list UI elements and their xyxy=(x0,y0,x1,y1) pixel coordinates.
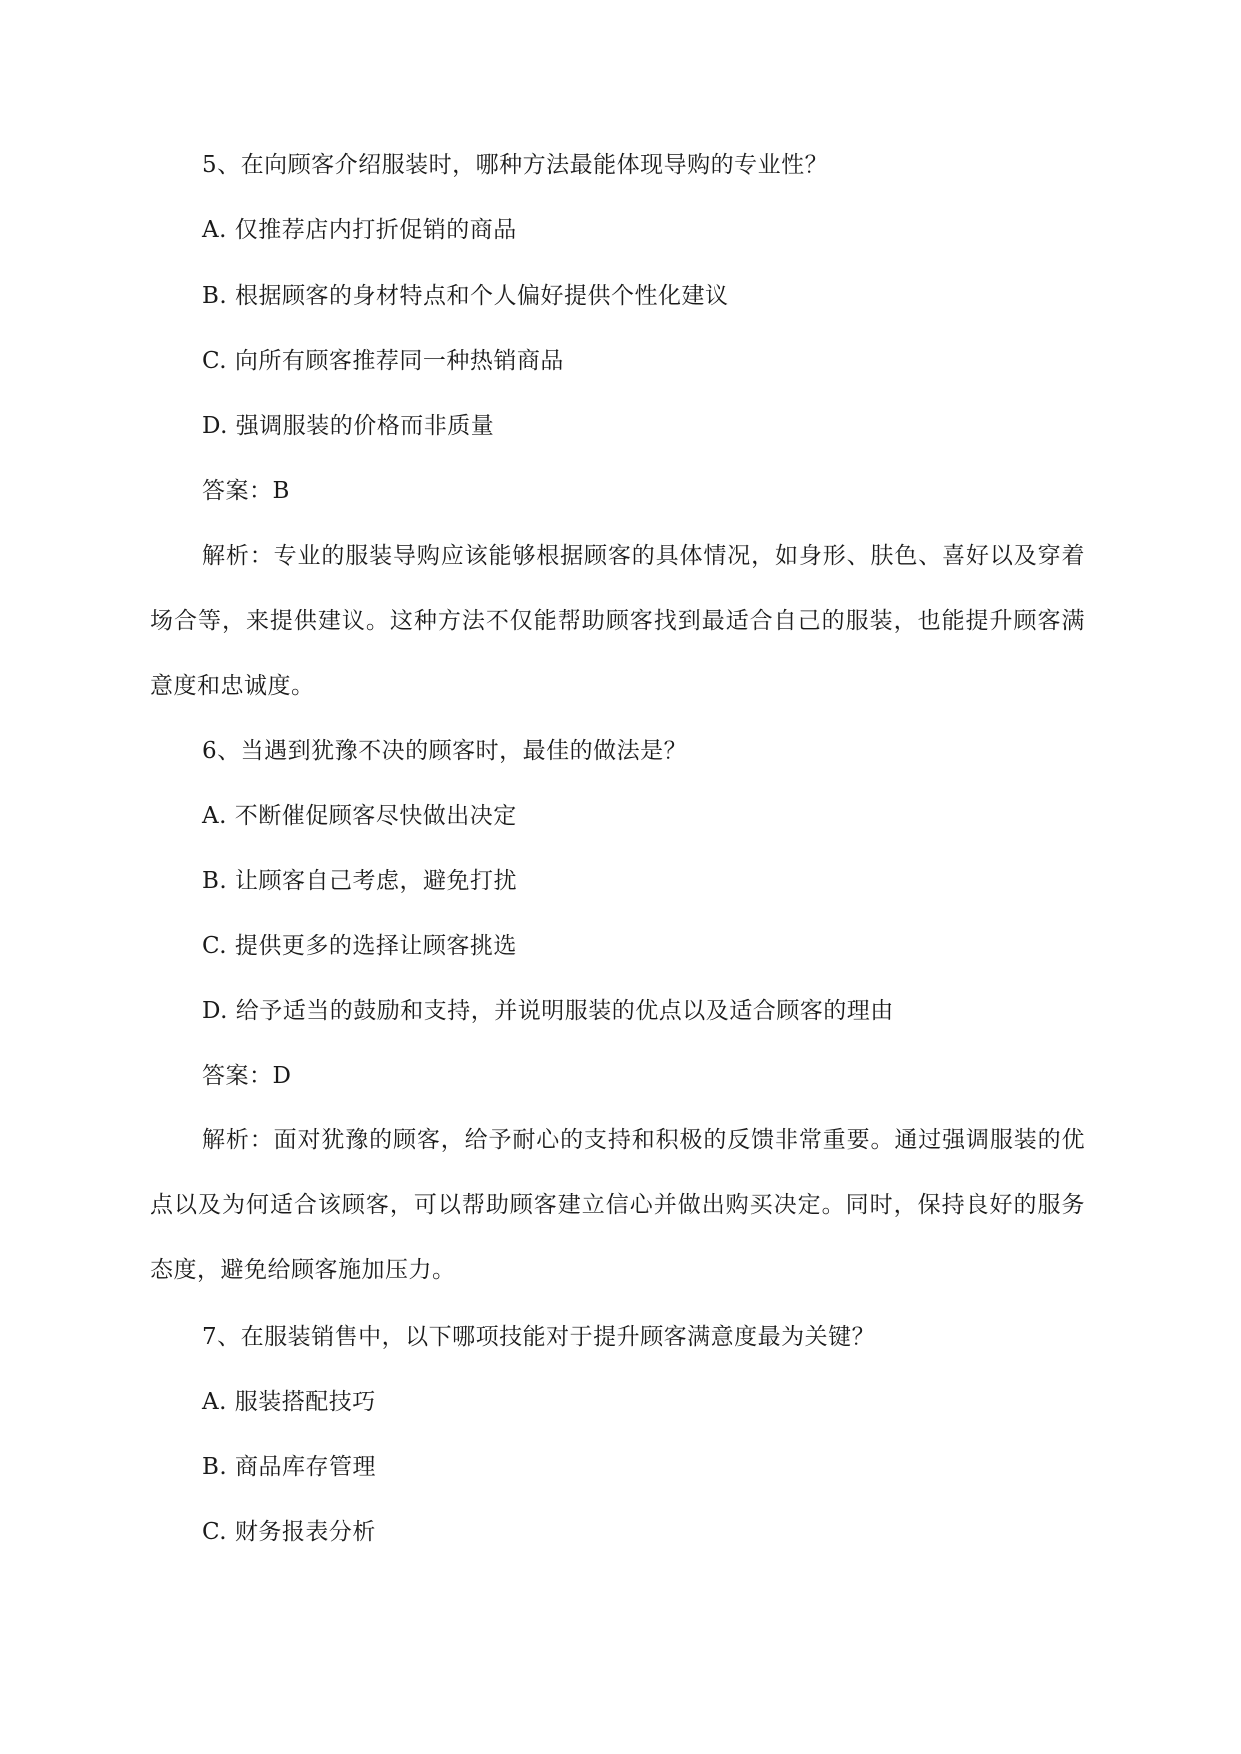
question-6-analysis: 解析：面对犹豫的顾客，给予耐心的支持和积极的反馈非常重要。通过强调服装的优点以及为何适合该顾客，可以帮助顾客建立信心并做出购买决定。同时，保持良好的服务态度，避免给顾客施加压力。 xyxy=(150,1127,1085,1283)
question-5-analysis: 解析：专业的服装导购应该能够根据顾客的具体情况，如身形、肤色、喜好以及穿着场合等，来提供建议。这种方法不仅能帮助顾客找到最适合自己的服装，也能提升顾客满意度和忠诚度。 xyxy=(150,543,1085,699)
question-5-option-c: C. 向所有顾客推荐同一种热销商品 xyxy=(202,348,564,374)
question-6-option-b: B. 让顾客自己考虑，避免打扰 xyxy=(202,868,518,894)
question-5-text: 5、在向顾客介绍服装时，哪种方法最能体现导购的专业性？ xyxy=(202,152,829,178)
question-5-answer: 答案：B xyxy=(202,478,290,504)
question-6-option-a: A. 不断催促顾客尽快做出决定 xyxy=(202,803,517,829)
question-7-option-b: B. 商品库存管理 xyxy=(202,1454,377,1480)
question-5-option-a: A. 仅推荐店内打折促销的商品 xyxy=(202,217,517,243)
question-7-option-c: C. 财务报表分析 xyxy=(202,1519,376,1545)
question-6-option-c: C. 提供更多的选择让顾客挑选 xyxy=(202,933,517,959)
question-7-option-a: A. 服装搭配技巧 xyxy=(202,1389,376,1415)
question-5-option-b: B. 根据顾客的身材特点和个人偏好提供个性化建议 xyxy=(202,283,729,309)
question-5-option-d: D. 强调服装的价格而非质量 xyxy=(202,413,495,439)
question-6-option-d: D. 给予适当的鼓励和支持，并说明服装的优点以及适合顾客的理由 xyxy=(202,998,894,1024)
question-6-text: 6、当遇到犹豫不决的顾客时，最佳的做法是？ xyxy=(202,738,688,764)
question-7-text: 7、在服装销售中，以下哪项技能对于提升顾客满意度最为关键？ xyxy=(202,1324,876,1350)
question-6-answer: 答案：D xyxy=(202,1063,292,1089)
